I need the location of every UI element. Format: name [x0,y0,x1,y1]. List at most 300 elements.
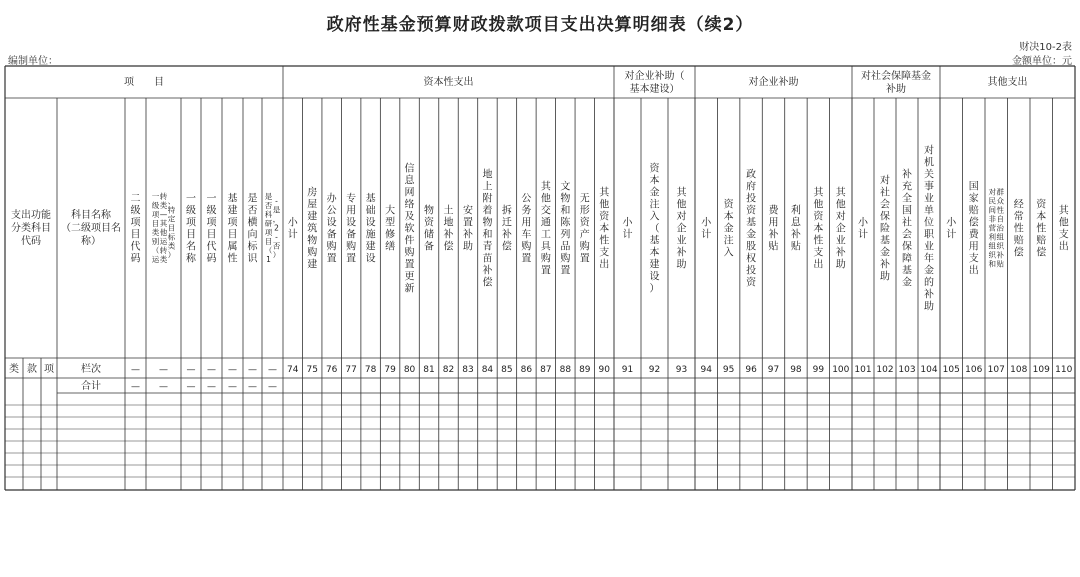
col-number-89: 89 [579,365,591,375]
group-enterprise-label: 对企业补助 [748,77,799,88]
col-header-101 [858,216,869,241]
svg-text:物: 物 [482,217,493,229]
col-header-92 [650,162,661,295]
col-number-94: 94 [700,365,712,375]
col-header-82 [444,204,454,253]
svg-text:无: 无 [579,193,590,205]
svg-text:1: 1 [266,255,271,265]
svg-text:一: 一 [151,192,160,202]
dash-lanci-6: — [268,365,277,375]
col-number-100: 100 [832,365,850,375]
svg-text:补: 补 [996,250,1004,260]
svg-text:利: 利 [790,205,801,217]
header-func-code-3: 代码 [21,236,41,247]
svg-text:大: 大 [385,205,396,217]
svg-text:）: ） [167,250,176,260]
col-header-77 [346,192,356,265]
svg-text:贴: 贴 [768,241,779,253]
svg-text:络: 络 [404,199,415,211]
svg-text:购: 购 [540,253,551,265]
col-header-108 [1014,199,1024,259]
svg-text:基: 基 [227,193,238,205]
svg-text:障: 障 [902,253,912,265]
svg-text:资: 资 [599,211,610,223]
group-project-label: 项 目 [124,77,164,88]
svg-text:入: 入 [649,211,660,223]
svg-text:否: 否 [272,241,281,251]
svg-text:补: 补 [924,289,934,301]
col-number-106: 106 [965,365,983,375]
col-number-108: 108 [1010,365,1028,375]
svg-text:置: 置 [346,253,357,265]
svg-text:购: 购 [404,247,415,259]
svg-text:苗: 苗 [482,253,493,265]
svg-text:对: 对 [676,211,687,223]
group-social_security-label-2: 补助 [886,84,906,95]
svg-text:称: 称 [186,253,196,265]
col-header-96 [746,168,757,289]
svg-text:其: 其 [813,187,824,199]
svg-text:着: 着 [482,205,493,217]
svg-text:专: 专 [346,193,357,205]
svg-text:运: 运 [151,255,160,265]
col-header-78 [366,192,376,265]
svg-text:级: 级 [206,205,217,217]
svg-text:投: 投 [746,193,757,205]
svg-text:土: 土 [443,205,454,217]
svg-text:助: 助 [462,241,473,253]
svg-text:其: 其 [599,187,610,199]
dash-lanci-4: — [228,365,237,375]
svg-text:项: 项 [206,217,217,229]
col-number-85: 85 [501,365,513,375]
svg-text:贴: 贴 [996,259,1004,269]
svg-text:转: 转 [159,192,168,202]
col-number-98: 98 [790,365,802,375]
svg-text:支: 支 [813,247,824,259]
svg-text:筑: 筑 [307,223,318,235]
svg-text:物: 物 [560,193,571,205]
group-social_security-label: 对社会保障基金 [861,71,931,82]
svg-text:性: 性 [996,205,1004,215]
svg-text:基: 基 [365,193,376,205]
col-number-87: 87 [540,365,552,375]
label-xiang: 项 [44,364,54,375]
svg-text:险: 险 [880,223,890,235]
svg-text:陈: 陈 [560,217,571,229]
label-kuan: 款 [27,364,37,375]
svg-text:资: 资 [746,277,757,289]
svg-text:件: 件 [404,235,415,247]
svg-text:项: 项 [227,217,238,229]
svg-text:计: 计 [287,229,298,241]
svg-text:置: 置 [462,217,473,229]
svg-text:用: 用 [768,217,779,229]
svg-text:置: 置 [521,253,532,265]
svg-text:偿: 偿 [1013,247,1024,259]
header-func-code-2: 分类科目 [11,223,51,234]
svg-text:办: 办 [326,193,337,205]
svg-text:他: 他 [540,193,551,205]
svg-text:其: 其 [159,219,168,229]
col-number-104: 104 [920,365,938,375]
svg-text:计: 计 [701,229,712,241]
header-base-attr [228,192,239,265]
svg-text:资: 资 [746,205,757,217]
dash-heji-6: — [268,382,277,392]
svg-text:股: 股 [746,241,757,253]
svg-text:置: 置 [326,253,337,265]
dash-lanci-5: — [248,365,257,375]
svg-text:代: 代 [206,241,217,253]
svg-text:基: 基 [649,235,660,247]
svg-text:定: 定 [167,214,176,224]
svg-text:目: 目 [186,229,196,241]
svg-text:特: 特 [167,205,176,215]
group-enterprise_capital-label: 对企业补助（ [624,71,685,82]
svg-text:众: 众 [996,196,1004,206]
col-header-85 [502,204,512,253]
svg-text:家: 家 [968,193,979,205]
svg-text:新: 新 [404,283,415,295]
svg-text:补: 补 [482,265,493,277]
svg-text:青: 青 [482,241,493,253]
col-number-79: 79 [384,365,396,375]
svg-text:业: 业 [676,235,687,247]
svg-text:其: 其 [540,181,551,193]
svg-text:间: 间 [988,205,996,215]
col-header-105 [946,216,957,241]
svg-text:建: 建 [227,205,238,217]
svg-text:自: 自 [996,214,1004,224]
svg-text:织: 织 [996,241,1004,251]
svg-text:备: 备 [346,229,357,241]
svg-text:金: 金 [924,265,934,277]
svg-text:附: 附 [482,193,493,205]
svg-text:经: 经 [1013,199,1024,211]
dash-lanci-3: — [207,365,216,375]
svg-text:的: 的 [924,277,934,289]
svg-text:补: 补 [676,247,687,259]
svg-text:，: ， [272,214,281,224]
dash-lanci-0: — [131,365,140,375]
svg-text:缮: 缮 [385,241,396,253]
svg-text:其: 其 [676,187,687,199]
header-func-code: 支出功能 [11,210,51,221]
svg-text:赔: 赔 [1013,235,1024,247]
svg-text:助: 助 [880,271,890,283]
col-number-95: 95 [722,365,735,375]
col-header-90 [599,187,610,271]
svg-text:名: 名 [186,241,196,253]
svg-text:项: 项 [186,217,196,229]
svg-text:他: 他 [599,199,610,211]
svg-text:府: 府 [746,181,757,193]
svg-text:）: ） [272,250,281,260]
svg-text:本: 本 [649,247,660,259]
svg-text:研: 研 [264,219,273,229]
svg-text:标: 标 [167,232,176,242]
svg-text:识: 识 [247,253,258,265]
svg-text:补: 补 [768,229,779,241]
svg-text:织: 织 [988,250,996,260]
svg-text:设: 设 [649,271,660,283]
col-number-83: 83 [462,365,474,375]
svg-text:修: 修 [385,229,396,241]
svg-text:助: 助 [835,259,846,271]
dash-heji-5: — [248,382,257,392]
svg-text:保: 保 [880,211,890,223]
col-header-84 [482,168,492,289]
svg-text:组: 组 [988,241,996,251]
svg-text:通: 通 [540,217,551,229]
col-number-77: 77 [345,365,357,375]
svg-text:是: 是 [272,205,281,215]
svg-text:科: 科 [264,210,273,220]
label-lanci: 栏次 [81,364,101,375]
svg-text:级: 级 [151,201,160,211]
label-lei: 类 [9,364,19,375]
svg-text:支: 支 [599,247,610,259]
svg-text:全: 全 [902,193,912,205]
svg-text:置: 置 [404,259,415,271]
svg-text:储: 储 [424,229,435,241]
svg-text:赔: 赔 [968,205,979,217]
col-header-107 [989,187,1005,269]
svg-text:项: 项 [264,228,273,238]
svg-text:（: （ [151,246,160,256]
svg-text:他: 他 [813,199,824,211]
svg-text:组: 组 [996,232,1004,242]
svg-text:小: 小 [287,217,298,229]
svg-text:偿: 偿 [501,241,512,253]
svg-text:他: 他 [835,199,846,211]
dash-heji-2: — [186,382,196,392]
svg-text:单: 单 [924,205,934,217]
svg-text:企: 企 [835,223,846,235]
svg-text:否: 否 [264,201,273,211]
svg-text:目: 目 [264,237,273,247]
col-header-103 [902,168,912,289]
svg-text:会: 会 [880,199,890,211]
page-title: 政府性基金预算财政拨款项目支出决算明细表（续2） [326,15,754,35]
svg-text:对: 对 [924,145,934,157]
svg-text:职: 职 [924,229,934,241]
svg-text:位: 位 [924,217,934,229]
svg-text:产: 产 [579,229,590,241]
svg-text:具: 具 [540,241,551,253]
svg-text:入: 入 [723,247,734,259]
svg-text:其: 其 [835,187,846,199]
svg-text:补: 补 [790,229,801,241]
col-header-75 [307,186,317,271]
svg-text:支: 支 [968,253,979,265]
svg-text:-: - [275,232,278,242]
svg-text:小: 小 [946,217,957,229]
svg-text:否: 否 [247,205,258,217]
svg-text:计: 计 [858,229,868,241]
svg-text:他: 他 [676,199,687,211]
col-number-103: 103 [898,365,916,375]
svg-text:迁: 迁 [501,217,512,229]
svg-text:小: 小 [858,217,868,229]
svg-text:二: 二 [130,193,141,205]
svg-text:金: 金 [902,277,912,289]
svg-text:资: 资 [649,163,660,175]
header-subject-name-3: 称） [81,236,101,247]
svg-text:（: （ [649,223,660,235]
svg-text:公: 公 [326,205,337,217]
svg-text:目: 目 [167,223,176,233]
svg-text:对: 对 [835,211,846,223]
svg-text:（: （ [264,246,273,256]
col-number-84: 84 [481,365,494,375]
svg-text:购: 购 [560,253,571,265]
svg-text:补: 补 [835,247,846,259]
svg-text:、: 、 [167,196,176,206]
col-number-99: 99 [812,365,825,375]
svg-text:社: 社 [880,187,890,199]
svg-text:偿: 偿 [968,217,979,229]
col-number-109: 109 [1032,365,1050,375]
svg-text:及: 及 [404,211,415,223]
svg-text:和: 和 [560,205,571,217]
svg-text:目: 目 [206,229,217,241]
col-header-97 [769,204,780,253]
svg-text:他: 他 [1058,217,1069,229]
header-level1-code [207,194,218,265]
svg-text:关: 关 [924,169,934,181]
col-number-88: 88 [559,365,572,375]
header-subject-name: 科目名称 [71,210,111,221]
header-research-mark [265,192,281,264]
col-number-81: 81 [423,365,435,375]
col-number-90: 90 [598,365,610,375]
col-number-91: 91 [621,365,634,375]
svg-text:一: 一 [186,193,196,205]
header-level1-name [186,194,197,265]
svg-text:码: 码 [206,253,217,265]
svg-text:形: 形 [579,205,590,217]
col-number-101: 101 [854,365,872,375]
svg-text:物: 物 [424,205,435,217]
header-level2-code [131,194,142,265]
col-header-102 [880,174,890,283]
col-header-94 [701,216,712,241]
svg-text:用: 用 [346,205,357,217]
col-number-74: 74 [287,365,299,375]
svg-text:业: 业 [924,193,934,205]
svg-text:其: 其 [1058,205,1069,217]
svg-text:营: 营 [988,223,996,233]
svg-text:文: 文 [560,181,571,193]
svg-text:交: 交 [540,205,551,217]
col-number-75: 75 [306,365,318,375]
col-header-89 [580,193,591,265]
svg-text:偿: 偿 [1036,247,1047,259]
svg-text:类: 类 [167,241,176,251]
svg-text:计: 计 [946,229,957,241]
svg-text:资: 资 [813,211,824,223]
col-header-98 [791,204,802,253]
svg-text:和: 和 [482,229,493,241]
svg-text:补: 补 [880,259,890,271]
svg-text:标: 标 [247,241,258,253]
col-header-110 [1059,205,1070,253]
svg-text:设: 设 [365,217,376,229]
svg-text:息: 息 [790,217,801,229]
svg-text:社: 社 [902,217,912,229]
svg-text:一: 一 [206,193,217,205]
svg-text:目: 目 [227,229,238,241]
svg-text:投: 投 [746,265,757,277]
svg-text:助: 助 [924,301,934,313]
group-capital-label: 资本性支出 [423,77,474,88]
svg-text:费: 费 [768,205,779,217]
svg-text:计: 计 [622,229,633,241]
svg-text:对: 对 [880,175,890,187]
svg-text:购: 购 [307,247,318,259]
svg-text:项: 项 [151,210,160,220]
svg-text:建: 建 [365,241,376,253]
svg-text:品: 品 [560,241,571,253]
col-number-105: 105 [942,365,960,375]
svg-text:级: 级 [186,205,196,217]
svg-text:支: 支 [1058,229,1069,241]
svg-text:目: 目 [130,229,141,241]
svg-text:利: 利 [988,232,996,242]
svg-text:资: 资 [424,217,435,229]
svg-text:是: 是 [264,192,273,202]
svg-text:型: 型 [385,217,396,229]
col-number-97: 97 [767,365,780,375]
svg-text:购: 购 [521,241,532,253]
svg-text:备: 备 [424,241,435,253]
svg-text:出: 出 [599,259,610,271]
col-header-80 [405,162,416,295]
col-header-99 [813,187,824,271]
svg-text:贴: 贴 [790,241,801,253]
svg-text:出: 出 [813,259,824,271]
svg-text:是: 是 [247,193,258,205]
svg-text:注: 注 [649,199,660,211]
svg-text:性: 性 [813,235,824,247]
svg-text:国: 国 [968,181,979,193]
col-header-93 [677,187,688,271]
svg-text:性: 性 [1013,223,1024,235]
svg-text:置: 置 [540,265,551,277]
svg-text:码: 码 [130,253,141,265]
svg-text:他: 他 [159,228,168,238]
svg-text:网: 网 [404,187,415,199]
col-number-107: 107 [987,365,1005,375]
svg-text:助: 助 [676,259,687,271]
svg-text:地: 地 [443,217,454,229]
svg-text:企: 企 [676,223,687,235]
svg-text:小: 小 [701,217,712,229]
svg-text:本: 本 [649,175,660,187]
svg-text:地: 地 [482,169,493,181]
dash-lanci-1: — [159,365,168,375]
unit-label: 编制单位： [8,56,58,67]
svg-text:-: - [275,196,278,206]
col-header-81 [424,204,435,253]
svg-text:业: 业 [924,241,934,253]
svg-text:政: 政 [746,169,757,181]
amount-unit: 金额单位：元 [1012,56,1072,67]
svg-text:资: 资 [723,199,734,211]
svg-text:注: 注 [723,235,734,247]
